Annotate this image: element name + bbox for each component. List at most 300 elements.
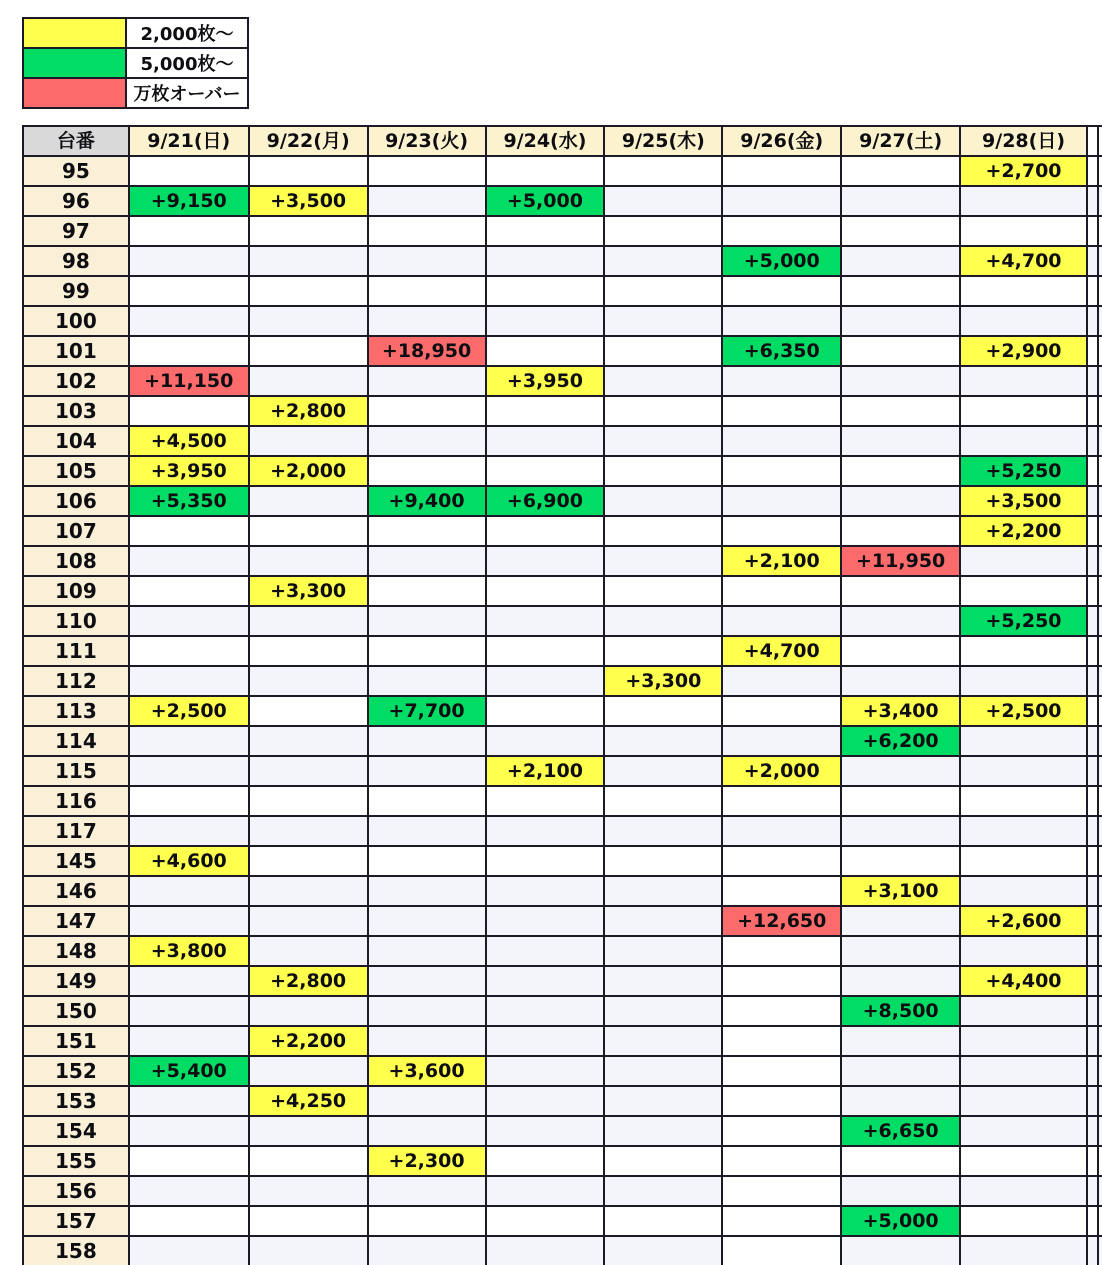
table-row	[23, 666, 1102, 696]
empty-cell	[249, 846, 368, 876]
legend-swatch-green	[23, 48, 126, 78]
clipped-cell	[1098, 1146, 1102, 1176]
empty-cell	[486, 936, 605, 966]
machine-number-cell: 158	[23, 1236, 129, 1265]
result-cell: +9,400	[368, 486, 486, 516]
empty-cell	[368, 906, 486, 936]
empty-cell	[604, 246, 722, 276]
empty-cell	[249, 276, 368, 306]
empty-cell	[841, 186, 960, 216]
clipped-cell	[1098, 1176, 1102, 1206]
empty-cell	[129, 636, 249, 666]
clipped-cell	[1098, 1026, 1102, 1056]
empty-cell	[249, 246, 368, 276]
empty-cell	[604, 186, 722, 216]
machine-number-cell: 106	[23, 486, 129, 516]
clipped-cell	[1098, 1086, 1102, 1116]
empty-cell	[960, 816, 1087, 846]
empty-cell	[249, 486, 368, 516]
clipped-cell	[1087, 1206, 1098, 1236]
machine-number-cell: 107	[23, 516, 129, 546]
result-cell: +2,500	[960, 696, 1087, 726]
machine-number-cell: 104	[23, 426, 129, 456]
result-cell: +2,600	[960, 906, 1087, 936]
table-row	[23, 1176, 1102, 1206]
machine-number-cell: 154	[23, 1116, 129, 1146]
empty-cell	[249, 1176, 368, 1206]
empty-cell	[604, 996, 722, 1026]
empty-cell	[722, 846, 841, 876]
machine-number-column-header: 台番	[23, 126, 129, 156]
empty-cell	[841, 576, 960, 606]
legend-row	[23, 78, 248, 108]
clipped-cell	[1098, 876, 1102, 906]
empty-cell	[841, 396, 960, 426]
table-row	[23, 276, 1102, 306]
empty-cell	[129, 576, 249, 606]
result-cell: +3,400	[841, 696, 960, 726]
empty-cell	[368, 456, 486, 486]
result-cell: +3,500	[249, 186, 368, 216]
header-row	[23, 126, 1102, 156]
empty-cell	[129, 756, 249, 786]
empty-cell	[841, 1026, 960, 1056]
table-row	[23, 486, 1102, 516]
empty-cell	[486, 306, 605, 336]
clipped-cell	[1098, 186, 1102, 216]
empty-cell	[841, 456, 960, 486]
empty-cell	[604, 276, 722, 306]
empty-cell	[841, 246, 960, 276]
empty-cell	[368, 1206, 486, 1236]
empty-cell	[841, 1236, 960, 1265]
empty-cell	[368, 816, 486, 846]
empty-cell	[841, 276, 960, 306]
empty-cell	[604, 1176, 722, 1206]
clipped-cell	[1087, 1236, 1098, 1265]
clipped-cell	[1098, 1236, 1102, 1265]
empty-cell	[722, 1056, 841, 1086]
clipped-cell	[1098, 486, 1102, 516]
empty-cell	[129, 516, 249, 546]
date-column-header: 9/28(日)	[960, 126, 1087, 156]
machine-number-cell: 96	[23, 186, 129, 216]
empty-cell	[368, 786, 486, 816]
empty-cell	[486, 786, 605, 816]
empty-cell	[604, 1116, 722, 1146]
empty-cell	[486, 546, 605, 576]
result-cell: +2,200	[249, 1026, 368, 1056]
empty-cell	[841, 606, 960, 636]
legend-label: 万枚オーバー	[126, 78, 248, 108]
empty-cell	[129, 546, 249, 576]
empty-cell	[722, 696, 841, 726]
empty-cell	[249, 1206, 368, 1236]
empty-cell	[604, 1086, 722, 1116]
empty-cell	[841, 1146, 960, 1176]
legend-row	[23, 18, 248, 48]
clipped-cell	[1098, 846, 1102, 876]
result-cell: +5,350	[129, 486, 249, 516]
empty-cell	[368, 276, 486, 306]
machine-number-cell: 108	[23, 546, 129, 576]
empty-cell	[129, 666, 249, 696]
empty-cell	[604, 696, 722, 726]
empty-cell	[604, 1236, 722, 1265]
empty-cell	[960, 996, 1087, 1026]
table-row	[23, 1236, 1102, 1265]
empty-cell	[249, 336, 368, 366]
machine-number-cell: 112	[23, 666, 129, 696]
machine-number-cell: 156	[23, 1176, 129, 1206]
empty-cell	[841, 156, 960, 186]
legend-row	[23, 48, 248, 78]
table-row	[23, 876, 1102, 906]
empty-cell	[960, 276, 1087, 306]
machine-number-cell: 103	[23, 396, 129, 426]
empty-cell	[604, 636, 722, 666]
empty-cell	[960, 756, 1087, 786]
result-cell: +2,900	[960, 336, 1087, 366]
empty-cell	[841, 756, 960, 786]
clipped-cell	[1087, 936, 1098, 966]
empty-cell	[960, 786, 1087, 816]
empty-cell	[960, 846, 1087, 876]
empty-cell	[722, 786, 841, 816]
empty-cell	[249, 156, 368, 186]
machine-number-cell: 147	[23, 906, 129, 936]
empty-cell	[129, 726, 249, 756]
empty-cell	[604, 606, 722, 636]
table-row	[23, 936, 1102, 966]
machine-number-cell: 117	[23, 816, 129, 846]
clipped-cell	[1087, 786, 1098, 816]
table-row	[23, 246, 1102, 276]
empty-cell	[841, 426, 960, 456]
table-row	[23, 186, 1102, 216]
grid-body	[23, 156, 1102, 1265]
machine-number-cell: 145	[23, 846, 129, 876]
empty-cell	[368, 1026, 486, 1056]
empty-cell	[722, 396, 841, 426]
empty-cell	[249, 696, 368, 726]
result-cell: +2,100	[722, 546, 841, 576]
empty-cell	[129, 1176, 249, 1206]
result-cell: +5,250	[960, 606, 1087, 636]
empty-cell	[960, 1236, 1087, 1265]
clipped-cell	[1087, 816, 1098, 846]
empty-cell	[486, 576, 605, 606]
clipped-cell	[1087, 456, 1098, 486]
empty-cell	[960, 576, 1087, 606]
table-row	[23, 366, 1102, 396]
clipped-cell	[1087, 576, 1098, 606]
empty-cell	[486, 246, 605, 276]
empty-cell	[486, 906, 605, 936]
empty-cell	[722, 966, 841, 996]
machine-number-cell: 153	[23, 1086, 129, 1116]
empty-cell	[722, 936, 841, 966]
result-cell: +3,950	[486, 366, 605, 396]
empty-cell	[249, 606, 368, 636]
empty-cell	[486, 846, 605, 876]
clipped-cell	[1087, 216, 1098, 246]
clipped-cell	[1098, 546, 1102, 576]
empty-cell	[486, 1086, 605, 1116]
empty-cell	[486, 516, 605, 546]
result-cell: +2,100	[486, 756, 605, 786]
empty-cell	[129, 1146, 249, 1176]
empty-cell	[368, 216, 486, 246]
result-cell: +4,500	[129, 426, 249, 456]
empty-cell	[722, 726, 841, 756]
machine-number-cell: 114	[23, 726, 129, 756]
empty-cell	[722, 876, 841, 906]
empty-cell	[368, 966, 486, 996]
empty-cell	[960, 726, 1087, 756]
empty-cell	[368, 426, 486, 456]
result-cell: +4,700	[722, 636, 841, 666]
result-cell: +3,600	[368, 1056, 486, 1086]
empty-cell	[486, 966, 605, 996]
machine-number-cell: 146	[23, 876, 129, 906]
result-cell: +8,500	[841, 996, 960, 1026]
clipped-cell	[1087, 1056, 1098, 1086]
machine-number-cell: 97	[23, 216, 129, 246]
clipped-cell	[1087, 846, 1098, 876]
empty-cell	[249, 426, 368, 456]
results-table	[22, 125, 1102, 1265]
date-column-header: 9/23(火)	[368, 126, 486, 156]
empty-cell	[722, 366, 841, 396]
machine-number-cell: 151	[23, 1026, 129, 1056]
empty-cell	[368, 366, 486, 396]
empty-cell	[368, 1116, 486, 1146]
table-row	[23, 636, 1102, 666]
result-cell: +5,000	[722, 246, 841, 276]
empty-cell	[604, 936, 722, 966]
table-row	[23, 606, 1102, 636]
table-row	[23, 1206, 1102, 1236]
machine-number-cell: 99	[23, 276, 129, 306]
empty-cell	[722, 516, 841, 546]
empty-cell	[841, 846, 960, 876]
machine-number-cell: 157	[23, 1206, 129, 1236]
empty-cell	[249, 1146, 368, 1176]
clipped-cell	[1087, 546, 1098, 576]
clipped-cell	[1087, 276, 1098, 306]
result-cell: +7,700	[368, 696, 486, 726]
date-column-header: 9/25(木)	[604, 126, 722, 156]
clipped-cell	[1098, 996, 1102, 1026]
empty-cell	[249, 546, 368, 576]
result-cell: +2,800	[249, 396, 368, 426]
machine-number-cell: 98	[23, 246, 129, 276]
empty-cell	[368, 306, 486, 336]
result-cell: +6,200	[841, 726, 960, 756]
empty-cell	[368, 576, 486, 606]
empty-cell	[722, 1086, 841, 1116]
result-cell: +3,100	[841, 876, 960, 906]
clipped-column-header	[1087, 126, 1098, 156]
empty-cell	[486, 816, 605, 846]
empty-cell	[841, 366, 960, 396]
table-row	[23, 336, 1102, 366]
clipped-cell	[1098, 276, 1102, 306]
clipped-cell	[1098, 336, 1102, 366]
empty-cell	[368, 516, 486, 546]
empty-cell	[722, 996, 841, 1026]
empty-cell	[960, 1056, 1087, 1086]
empty-cell	[129, 816, 249, 846]
clipped-cell	[1087, 1116, 1098, 1146]
table-row	[23, 1116, 1102, 1146]
clipped-cell	[1087, 396, 1098, 426]
table-row	[23, 726, 1102, 756]
empty-cell	[129, 786, 249, 816]
empty-cell	[722, 816, 841, 846]
clipped-cell	[1098, 1206, 1102, 1236]
clipped-cell	[1087, 696, 1098, 726]
table-row	[23, 456, 1102, 486]
clipped-cell	[1087, 516, 1098, 546]
empty-cell	[841, 216, 960, 246]
empty-cell	[368, 666, 486, 696]
empty-cell	[368, 1176, 486, 1206]
clipped-cell	[1087, 336, 1098, 366]
result-cell: +2,800	[249, 966, 368, 996]
clipped-cell	[1087, 996, 1098, 1026]
empty-cell	[129, 1116, 249, 1146]
empty-cell	[249, 756, 368, 786]
clipped-cell	[1098, 156, 1102, 186]
clipped-column-header	[1098, 126, 1102, 156]
clipped-cell	[1098, 696, 1102, 726]
result-cell: +2,300	[368, 1146, 486, 1176]
empty-cell	[486, 336, 605, 366]
empty-cell	[722, 276, 841, 306]
empty-cell	[604, 1026, 722, 1056]
empty-cell	[841, 306, 960, 336]
empty-cell	[604, 876, 722, 906]
machine-number-cell: 109	[23, 576, 129, 606]
empty-cell	[129, 306, 249, 336]
empty-cell	[960, 936, 1087, 966]
clipped-cell	[1098, 1056, 1102, 1086]
empty-cell	[486, 1116, 605, 1146]
clipped-cell	[1098, 906, 1102, 936]
empty-cell	[368, 546, 486, 576]
clipped-cell	[1087, 906, 1098, 936]
empty-cell	[368, 996, 486, 1026]
clipped-cell	[1098, 456, 1102, 486]
empty-cell	[841, 486, 960, 516]
empty-cell	[129, 606, 249, 636]
clipped-cell	[1098, 786, 1102, 816]
empty-cell	[368, 1236, 486, 1265]
empty-cell	[368, 636, 486, 666]
empty-cell	[960, 1206, 1087, 1236]
legend-label: 2,000枚〜	[126, 18, 248, 48]
empty-cell	[960, 396, 1087, 426]
result-cell: +3,300	[604, 666, 722, 696]
result-cell: +4,250	[249, 1086, 368, 1116]
empty-cell	[249, 636, 368, 666]
empty-cell	[960, 186, 1087, 216]
empty-cell	[604, 966, 722, 996]
empty-cell	[604, 786, 722, 816]
empty-cell	[129, 216, 249, 246]
empty-cell	[368, 156, 486, 186]
empty-cell	[722, 456, 841, 486]
legend-swatch-red	[23, 78, 126, 108]
empty-cell	[129, 1236, 249, 1265]
empty-cell	[249, 726, 368, 756]
empty-cell	[960, 1116, 1087, 1146]
empty-cell	[129, 276, 249, 306]
clipped-cell	[1098, 666, 1102, 696]
empty-cell	[960, 666, 1087, 696]
empty-cell	[722, 306, 841, 336]
empty-cell	[960, 876, 1087, 906]
clipped-cell	[1087, 666, 1098, 696]
clipped-cell	[1087, 1086, 1098, 1116]
empty-cell	[129, 396, 249, 426]
clipped-cell	[1098, 246, 1102, 276]
empty-cell	[722, 1236, 841, 1265]
empty-cell	[486, 696, 605, 726]
empty-cell	[486, 1146, 605, 1176]
empty-cell	[722, 606, 841, 636]
empty-cell	[841, 636, 960, 666]
date-column-header: 9/27(土)	[841, 126, 960, 156]
table-row	[23, 1146, 1102, 1176]
empty-cell	[249, 906, 368, 936]
empty-cell	[486, 1026, 605, 1056]
clipped-cell	[1087, 726, 1098, 756]
table-row	[23, 306, 1102, 336]
empty-cell	[249, 666, 368, 696]
empty-cell	[841, 906, 960, 936]
clipped-cell	[1087, 966, 1098, 996]
table-row	[23, 216, 1102, 246]
clipped-cell	[1087, 1176, 1098, 1206]
empty-cell	[722, 1026, 841, 1056]
table-row	[23, 156, 1102, 186]
empty-cell	[960, 366, 1087, 396]
empty-cell	[841, 966, 960, 996]
empty-cell	[486, 216, 605, 246]
empty-cell	[129, 336, 249, 366]
machine-number-cell: 148	[23, 936, 129, 966]
machine-number-cell: 95	[23, 156, 129, 186]
empty-cell	[604, 816, 722, 846]
empty-cell	[486, 726, 605, 756]
date-column-header: 9/21(日)	[129, 126, 249, 156]
clipped-cell	[1098, 366, 1102, 396]
clipped-cell	[1087, 306, 1098, 336]
clipped-cell	[1087, 486, 1098, 516]
empty-cell	[841, 816, 960, 846]
clipped-cell	[1098, 1116, 1102, 1146]
result-cell: +4,700	[960, 246, 1087, 276]
empty-cell	[368, 396, 486, 426]
clipped-cell	[1087, 246, 1098, 276]
machine-number-cell: 102	[23, 366, 129, 396]
clipped-cell	[1087, 186, 1098, 216]
empty-cell	[486, 996, 605, 1026]
machine-number-cell: 100	[23, 306, 129, 336]
